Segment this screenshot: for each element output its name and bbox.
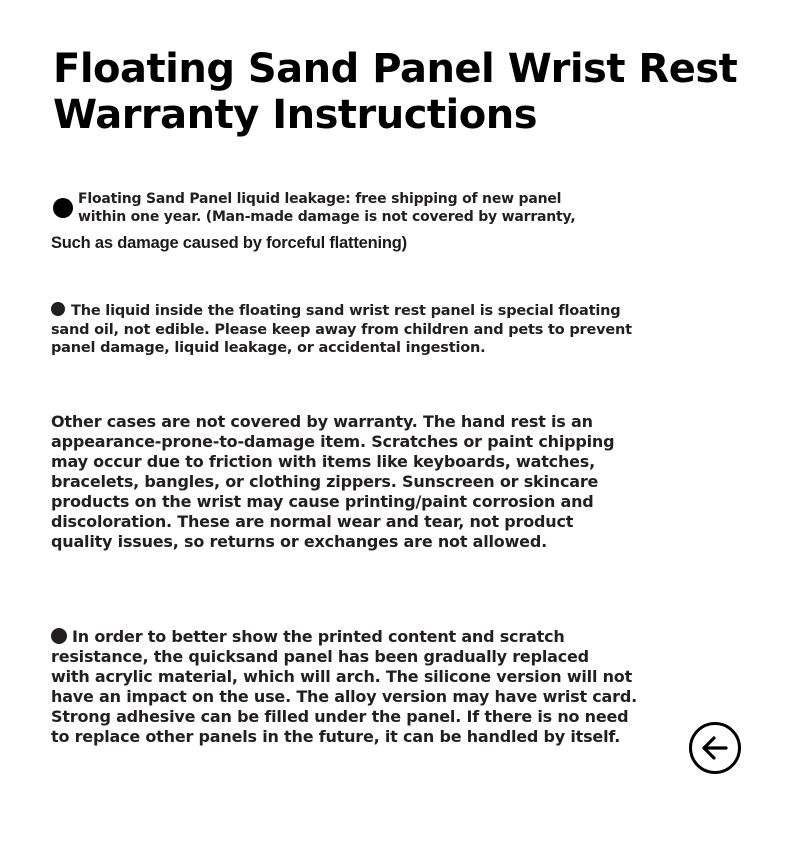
liquid-line-1-text: The liquid inside the floating sand wrist rest panel is special floating [71, 303, 621, 319]
leakage-line-1: Floating Sand Panel liquid leakage: free shipping of new panel [78, 191, 562, 207]
warranty-section-liquid-safety [51, 302, 632, 358]
leakage-lines [78, 190, 576, 226]
material-line-1-text: In order to better show the printed content and scratch [72, 627, 565, 646]
exclusions-line-6: discoloration. These are normal wear and tear, not product [51, 512, 574, 531]
warranty-section-leakage [51, 190, 611, 254]
liquid-line-3: panel damage, liquid leakage, or accidental ingestion. [51, 340, 486, 356]
bullet-dot-icon [51, 302, 65, 316]
arrow-left-circle-icon [692, 725, 738, 771]
exclusions-line-1: Other cases are not covered by warranty. The hand rest is an [51, 412, 593, 431]
bullet-dot-icon [53, 198, 73, 218]
exclusions-line-3: may occur due to friction with items like keyboards, watches, [51, 452, 596, 471]
material-line-3: with acrylic material, which will arch. The silicone version will not [51, 667, 633, 686]
exclusions-line-2: appearance-prone-to-damage item. Scratches or paint chipping [51, 432, 615, 451]
material-line-4: have an impact on the use. The alloy version may have wrist card. [51, 687, 637, 706]
warranty-section-material [51, 627, 637, 747]
back-button[interactable] [689, 722, 741, 774]
exclusions-line-5: products on the wrist may cause printing/paint corrosion and [51, 492, 594, 511]
bullet-dot-icon [51, 628, 67, 644]
exclusions-line-7: quality issues, so returns or exchanges are not allowed. [51, 532, 547, 551]
exclusions-line-4: bracelets, bangles, or clothing zippers. Sunscreen or skincare [51, 472, 599, 491]
liquid-line-1 [51, 302, 621, 321]
leakage-bullet-row [51, 190, 611, 226]
material-line-2: resistance, the quicksand panel has been gradually replaced [51, 647, 589, 666]
material-line-5: Strong adhesive can be filled under the panel. If there is no need [51, 707, 629, 726]
material-line-6: to replace other panels in the future, it can be handled by itself. [51, 727, 621, 746]
page-title [53, 46, 753, 138]
title-line-2: Warranty Instructions [53, 92, 538, 138]
leakage-line-2: within one year. (Man-made damage is not covered by warranty, [78, 209, 576, 225]
warranty-section-exclusions [51, 412, 615, 552]
material-line-1 [51, 627, 611, 647]
leakage-continuation: Such as damage caused by forceful flattening) [51, 234, 407, 252]
liquid-line-2: sand oil, not edible. Please keep away from children and pets to prevent [51, 321, 632, 338]
title-line-1: Floating Sand Panel Wrist Rest [53, 46, 738, 92]
